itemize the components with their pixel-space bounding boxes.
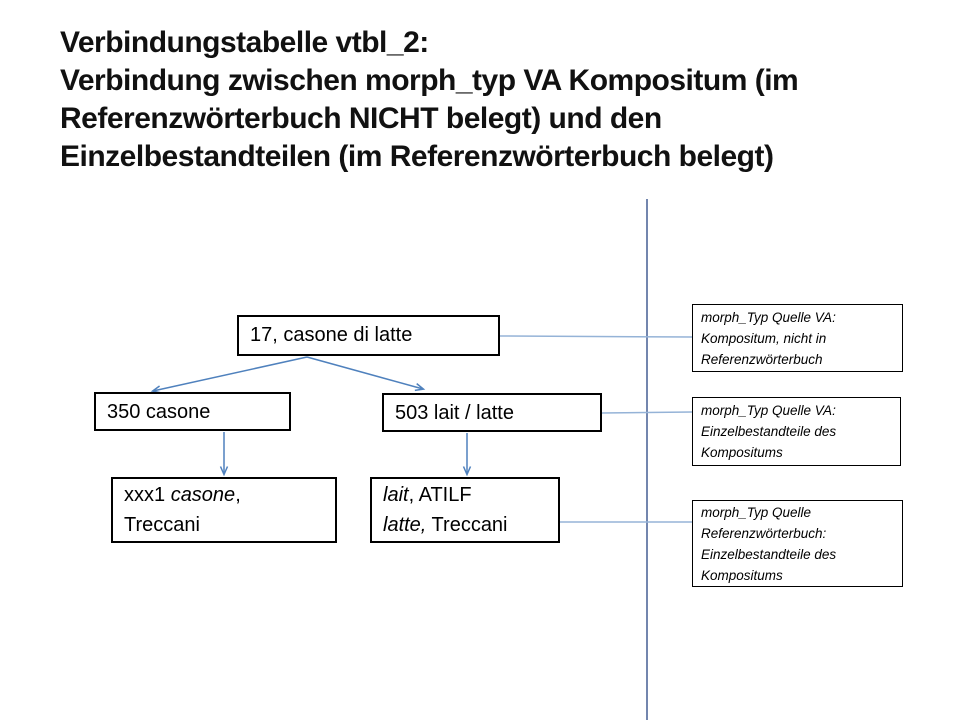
arrow-kompositum-to-lait-latte xyxy=(307,357,423,389)
annotation-line: Einzelbestandteile des xyxy=(701,546,837,562)
slide-title xyxy=(60,24,910,176)
node-casone-source-line-1: xxx1 casone, xyxy=(124,484,241,506)
node-casone xyxy=(94,392,291,431)
node-casone-label: 350 casone xyxy=(107,401,211,423)
annotation-line: Kompositums xyxy=(701,445,783,460)
annotation-line: morph_Typ Quelle xyxy=(701,504,812,520)
annotation-va-kompositum xyxy=(692,304,903,372)
node-lait-latte-source xyxy=(370,477,560,543)
annotation-line: morph_Typ Quelle VA: xyxy=(701,403,836,418)
node-casone-source xyxy=(111,477,337,543)
annotation-line: Referenzwörterbuch xyxy=(701,351,823,367)
annotation-line: Einzelbestandteile des xyxy=(701,424,837,439)
node-casone-source-line-2: Treccani xyxy=(124,514,200,536)
annotation-line: Kompositums xyxy=(701,567,783,583)
node-kompositum-label: 17, casone di latte xyxy=(250,324,413,346)
node-kompositum xyxy=(237,315,500,356)
title-line-4: Einzelbestandteilen (im Referenzwörterbuch belegt) xyxy=(60,140,774,173)
title-line-3: Referenzwörterbuch NICHT belegt) und den xyxy=(60,102,662,135)
annotation-line: Kompositum, nicht in xyxy=(701,330,827,346)
title-line-1: Verbindungstabelle vtbl_2: xyxy=(60,26,429,59)
annotation-line: morph_Typ Quelle VA: xyxy=(701,309,836,325)
annotation-referenzwoerterbuch xyxy=(692,500,903,587)
connector-kompositum-annotation xyxy=(500,336,692,337)
title-line-2: Verbindung zwischen morph_typ VA Kompositum (im xyxy=(60,64,799,97)
arrow-kompositum-to-casone xyxy=(153,357,307,391)
node-lait-latte xyxy=(382,393,602,432)
annotation-va-einzelbestandteile xyxy=(692,397,901,466)
connector-lait-latte-annotation xyxy=(602,412,692,413)
node-lait-latte-source-line-1: lait, ATILF xyxy=(383,484,472,506)
node-lait-latte-label: 503 lait / latte xyxy=(395,402,514,424)
annotation-line: Referenzwörterbuch: xyxy=(701,525,827,541)
node-lait-latte-source-line-2: latte, Treccani xyxy=(383,514,508,536)
